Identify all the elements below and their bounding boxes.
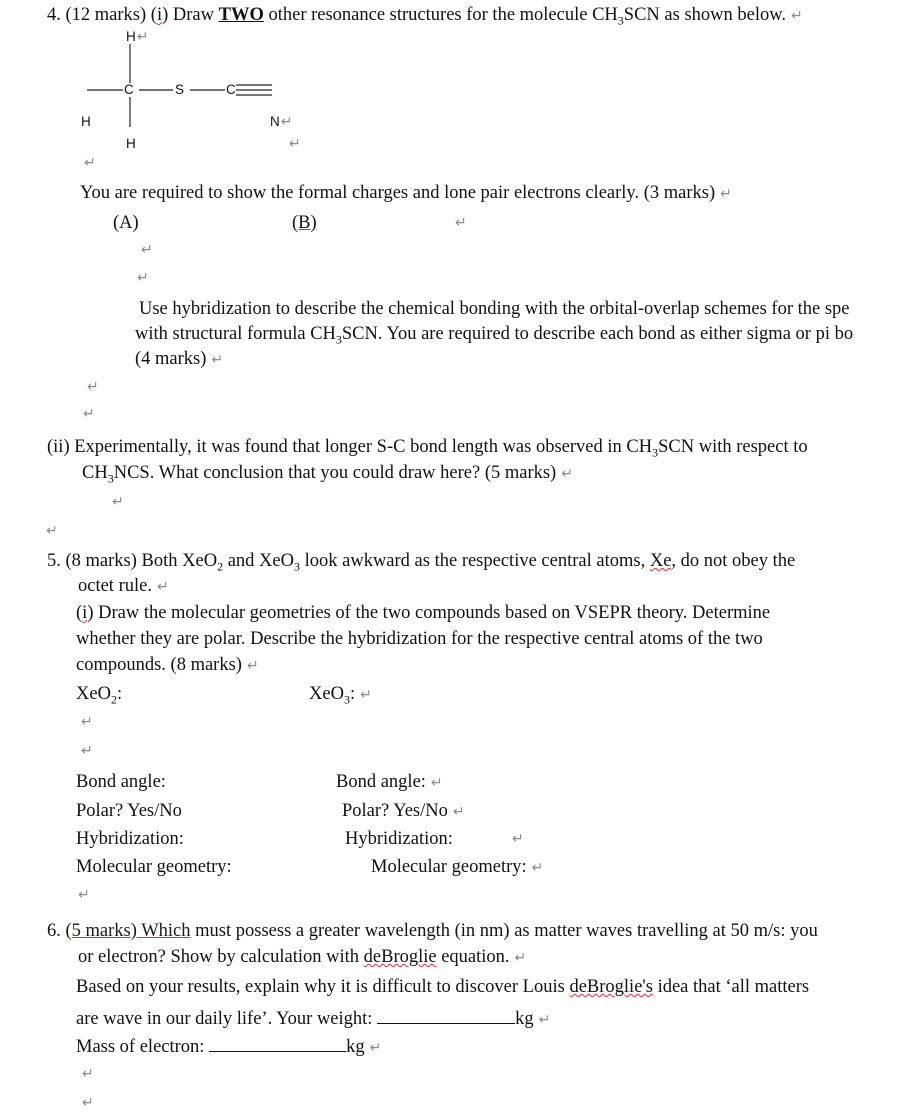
paragraph-mark: ↵ bbox=[137, 270, 149, 286]
formal-charge-instruction: You are required to show the formal charges and lone pair electrons clearly. (3 marks) ↵ bbox=[80, 183, 732, 203]
part-ii-line-1: (ii) Experimentally, it was found that longer S-C bond length was observed in $CH_3SCN$ with respect to bbox=[47, 437, 808, 460]
q5-line-1: 5. (8 marks) Both XeO$_2$ and XeO$_3$ look awkward as the respective central atoms, Xe, do not obey the bbox=[47, 551, 796, 574]
paragraph-mark: ↵ bbox=[78, 887, 90, 903]
xeo2-bond-angle: Bond angle: bbox=[76, 772, 166, 792]
q6-marks-link[interactable]: 5 marks) Which bbox=[71, 921, 191, 941]
q6-line-1: 6. (5 marks) Which must possess a greater wavelength (in nm) as matter waves travelling at 50 m/s: you bbox=[47, 921, 818, 941]
atom-c: C bbox=[124, 82, 134, 97]
q6-line-5: Mass of electron: kg ↵ bbox=[76, 1037, 382, 1057]
xeo2-hybridization: Hybridization: bbox=[76, 829, 184, 849]
atom-h-left: H bbox=[81, 114, 91, 129]
paragraph-mark: ↵ bbox=[82, 1095, 94, 1111]
part-ii-line-2: $CH_3NCS$. What conclusion that you could draw here? (5 marks) ↵ bbox=[82, 463, 573, 486]
atom-c2: C bbox=[226, 82, 236, 97]
atom-n: N↵ bbox=[270, 114, 293, 130]
q5-line-2: octet rule. ↵ bbox=[78, 576, 169, 596]
paragraph-mark: ↵ bbox=[84, 155, 96, 171]
paragraph-mark: ↵ bbox=[455, 215, 467, 231]
q5-part-i-line-3: compounds. (8 marks) ↵ bbox=[76, 655, 259, 675]
paragraph-mark: ↵ bbox=[289, 136, 301, 152]
weight-blank[interactable] bbox=[377, 1007, 515, 1024]
xeo3-bond-angle: Bond angle: ↵ bbox=[336, 772, 443, 792]
atom-s: S bbox=[175, 82, 185, 97]
q6-line-3: Based on your results, explain why it is difficult to discover Louis deBroglie's idea that ‘all matters bbox=[76, 977, 810, 997]
xeo3-hybridization: Hybridization: bbox=[345, 829, 453, 849]
paragraph-mark: ↵ bbox=[112, 494, 124, 510]
q6-line-2: or electron? Show by calculation with deBroglie equation. ↵ bbox=[78, 947, 527, 967]
atom-h-top: H↵ bbox=[126, 29, 149, 45]
paragraph-mark: ↵ bbox=[46, 523, 58, 539]
xeo2-geometry: Molecular geometry: bbox=[76, 857, 232, 877]
label-b: (B) bbox=[292, 213, 317, 233]
xeo3-polar: Polar? Yes/No ↵ bbox=[342, 801, 465, 821]
atom-h-bottom: H bbox=[126, 136, 136, 151]
electron-mass-blank[interactable] bbox=[209, 1035, 346, 1052]
label-a: (A) bbox=[113, 213, 139, 233]
hybridization-line-2: with structural formula $CH_3SCN$. You are required to describe each bond as either sigma or pi bo bbox=[135, 324, 854, 347]
paragraph-mark: ↵ bbox=[87, 379, 99, 395]
q5-part-i-line-1: (i) Draw the molecular geometries of the two compounds based on VSEPR theory. Determine bbox=[76, 603, 771, 623]
q5-part-i-line-2: whether they are polar. Describe the hybridization for the respective central atoms of the two bbox=[76, 629, 763, 649]
paragraph-mark: ↵ bbox=[81, 743, 93, 759]
paragraph-mark: ↵ bbox=[82, 1066, 94, 1082]
paragraph-mark: ↵ bbox=[791, 8, 803, 24]
xeo3-label: XeO$_3$: ↵ bbox=[309, 684, 372, 707]
q4-header: 4. (12 marks) (i) Draw TWO other resonance structures for the molecule $CH_3SCN$ as shown below. ↵ bbox=[47, 5, 803, 28]
paragraph-mark: ↵ bbox=[83, 406, 95, 422]
q6-line-4: are wave in our daily life’. Your weight: kg ↵ bbox=[76, 1009, 551, 1029]
xeo2-polar: Polar? Yes/No bbox=[76, 801, 182, 821]
xeo3-geometry: Molecular geometry: ↵ bbox=[371, 857, 544, 877]
paragraph-mark: ↵ bbox=[81, 714, 93, 730]
paragraph-mark: ↵ bbox=[512, 831, 524, 847]
hybridization-line-3: (4 marks) ↵ bbox=[135, 349, 224, 369]
xeo2-label: XeO$_2$: bbox=[76, 684, 123, 707]
hybridization-line-1: Use hybridization to describe the chemical bonding with the orbital-overlap schemes for the spe bbox=[139, 299, 850, 319]
paragraph-mark: ↵ bbox=[141, 242, 153, 258]
